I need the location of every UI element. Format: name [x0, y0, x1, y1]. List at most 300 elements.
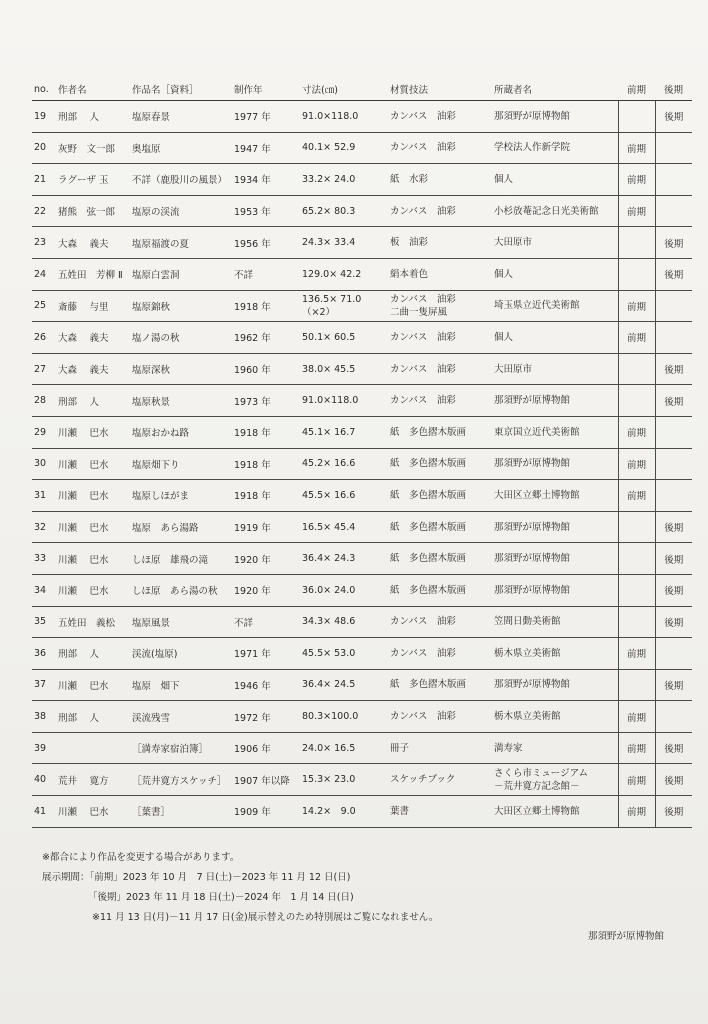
- cell-medium-line: カンバス 油彩: [390, 616, 456, 628]
- cell-year: 1977 年: [232, 101, 300, 133]
- cell-title: 塩原の渓流: [130, 195, 232, 227]
- cell-owner: [492, 480, 618, 512]
- cell-owner-line: 那須野が原博物館: [494, 521, 571, 533]
- cell-medium: [388, 638, 492, 670]
- cell-no: 31: [32, 480, 56, 512]
- cell-first-period: 前期: [618, 164, 655, 196]
- cell-artist: 刑部 人: [56, 701, 130, 733]
- cell-no: 22: [32, 195, 56, 227]
- cell-year: 1918 年: [232, 416, 300, 448]
- cell-artist: 猪熊 弦一郎: [56, 195, 130, 227]
- table-row: [32, 227, 692, 259]
- cell-first-period: 前期: [618, 638, 655, 670]
- cell-first-period: [618, 543, 655, 575]
- period-first: 「前期」2023 年 10 月 7 日(土)－2023 年 11 月 12 日(日): [89, 872, 351, 883]
- cell-medium-line: 紙 水彩: [390, 173, 429, 185]
- cell-title: 塩原秋景: [130, 385, 232, 417]
- cell-size: [300, 322, 388, 354]
- table-row: [32, 132, 692, 164]
- cell-owner-line: 那須野が原博物館: [494, 458, 571, 470]
- cell-year: 1934 年: [232, 164, 300, 196]
- cell-size-line: 129.0× 42.2: [302, 268, 362, 280]
- cell-first-period: 前期: [618, 195, 655, 227]
- cell-owner: [492, 227, 618, 259]
- cell-size-line: 136.5× 71.0: [302, 293, 362, 305]
- cell-owner-line: 東京国立近代美術館: [494, 426, 580, 438]
- cell-year: 1946 年: [232, 669, 300, 701]
- cell-artist: 大森 義夫: [56, 227, 130, 259]
- cell-size: [300, 543, 388, 575]
- cell-no: 32: [32, 511, 56, 543]
- closed-note: ※11 月 13 日(月)－11 月 17 日(金)展示替えのため特別展はご覧になれません。: [92, 912, 439, 923]
- cell-second-period: [655, 132, 692, 164]
- cell-title: ［満寿家宿泊簿］: [130, 732, 232, 764]
- cell-medium: [388, 543, 492, 575]
- cell-title: 塩ノ湯の秋: [130, 322, 232, 354]
- cell-medium: [388, 290, 492, 322]
- cell-size-line: 65.2× 80.3: [302, 205, 356, 217]
- cell-owner: [492, 764, 618, 796]
- cell-size-line: 91.0×118.0: [302, 395, 359, 407]
- cell-title: 渓流(塩原): [130, 638, 232, 670]
- cell-medium-line: 板 油彩: [390, 237, 429, 249]
- cell-owner: [492, 574, 618, 606]
- cell-artist: 川瀬 巴水: [56, 796, 130, 828]
- cell-medium: [388, 732, 492, 764]
- cell-owner-line: 笠間日動美術館: [494, 616, 561, 628]
- cell-second-period: [655, 638, 692, 670]
- cell-artist: 五姓田 義松: [56, 606, 130, 638]
- cell-size-line: 14.2× 9.0: [302, 805, 356, 817]
- cell-second-period: [655, 480, 692, 512]
- cell-second-period: 後期: [655, 606, 692, 638]
- cell-medium-line: 二曲一隻屏風: [390, 306, 448, 318]
- cell-second-period: [655, 164, 692, 196]
- cell-second-period: [655, 290, 692, 322]
- cell-no: 38: [32, 701, 56, 733]
- cell-medium-line: 紙 多色摺木版画: [390, 584, 467, 596]
- cell-size-line: 45.5× 53.0: [302, 647, 356, 659]
- cell-second-period: 後期: [655, 353, 692, 385]
- cell-no: 25: [32, 290, 56, 322]
- cell-artist: 荒井 寛方: [56, 764, 130, 796]
- cell-no: 35: [32, 606, 56, 638]
- cell-size: [300, 480, 388, 512]
- cell-artist: 川瀬 巴水: [56, 416, 130, 448]
- cell-second-period: 後期: [655, 764, 692, 796]
- cell-title: 塩原しほがま: [130, 480, 232, 512]
- header-first-period: 前期: [618, 78, 655, 101]
- cell-medium-line: カンバス 油彩: [390, 711, 456, 723]
- cell-owner: [492, 132, 618, 164]
- cell-owner-line: 小杉放菴記念日光美術館: [494, 205, 599, 217]
- table-row: [32, 416, 692, 448]
- header-owner: 所蔵者名: [492, 78, 618, 101]
- cell-no: 39: [32, 732, 56, 764]
- header-medium: 材質技法: [388, 78, 492, 101]
- cell-medium-line: スケッチブック: [390, 774, 456, 786]
- cell-medium: [388, 416, 492, 448]
- cell-owner: [492, 353, 618, 385]
- cell-medium-line: カンバス 油彩: [390, 395, 456, 407]
- cell-size: [300, 732, 388, 764]
- cell-medium: [388, 764, 492, 796]
- cell-owner: [492, 732, 618, 764]
- cell-owner: [492, 543, 618, 575]
- cell-owner-line: 埼玉県立近代美術館: [494, 300, 580, 312]
- table-row: [32, 638, 692, 670]
- cell-medium: [388, 164, 492, 196]
- cell-owner: [492, 195, 618, 227]
- cell-size-line: 16.5× 45.4: [302, 521, 356, 533]
- cell-year: 1962 年: [232, 322, 300, 354]
- table-row: [32, 701, 692, 733]
- cell-title: 渓流残雪: [130, 701, 232, 733]
- cell-artist: 川瀬 巴水: [56, 448, 130, 480]
- cell-size-line: （×2）: [302, 306, 336, 318]
- table-body: [32, 101, 692, 828]
- cell-year: 1907 年以降: [232, 764, 300, 796]
- cell-owner-line: 個人: [494, 331, 514, 343]
- cell-size: [300, 606, 388, 638]
- cell-year: 1960 年: [232, 353, 300, 385]
- cell-medium: [388, 322, 492, 354]
- cell-medium: [388, 385, 492, 417]
- cell-no: 29: [32, 416, 56, 448]
- cell-owner: [492, 511, 618, 543]
- cell-size: [300, 164, 388, 196]
- cell-title: 不詳（鹿股川の風景）: [130, 164, 232, 196]
- period-second: 「後期」2023 年 11 月 18 日(土)－2024 年 1 月 14 日(日): [88, 892, 354, 903]
- cell-medium-line: 紙 多色摺木版画: [390, 553, 467, 565]
- cell-no: 27: [32, 353, 56, 385]
- cell-artist: 川瀬 巴水: [56, 669, 130, 701]
- cell-artist: 斎藤 与里: [56, 290, 130, 322]
- cell-first-period: 前期: [618, 290, 655, 322]
- cell-first-period: 前期: [618, 796, 655, 828]
- cell-no: 33: [32, 543, 56, 575]
- cell-medium: [388, 511, 492, 543]
- cell-owner-line: 那須野が原博物館: [494, 584, 571, 596]
- cell-year: 1973 年: [232, 385, 300, 417]
- table-header-row: [32, 78, 692, 101]
- cell-year: 1972 年: [232, 701, 300, 733]
- cell-title: 塩原風景: [130, 606, 232, 638]
- cell-owner-line: 個人: [494, 173, 514, 185]
- cell-artist: 大森 義夫: [56, 322, 130, 354]
- cell-first-period: 前期: [618, 448, 655, 480]
- cell-owner-line: 大田原市: [494, 237, 533, 249]
- cell-size-line: 34.3× 48.6: [302, 616, 356, 628]
- table-row: [32, 543, 692, 575]
- cell-size: [300, 101, 388, 133]
- cell-owner: [492, 385, 618, 417]
- table-row: [32, 480, 692, 512]
- table-row: [32, 669, 692, 701]
- cell-title: 塩原福渡の夏: [130, 227, 232, 259]
- cell-first-period: [618, 606, 655, 638]
- cell-title: ［荒井寛方スケッチ］: [130, 764, 232, 796]
- cell-second-period: [655, 701, 692, 733]
- cell-artist: 川瀬 巴水: [56, 543, 130, 575]
- header-size: 寸法(㎝): [300, 78, 388, 101]
- cell-owner: [492, 416, 618, 448]
- cell-owner-line: 大田区立郷土博物館: [494, 805, 580, 817]
- cell-medium: [388, 796, 492, 828]
- cell-year: 1953 年: [232, 195, 300, 227]
- cell-medium-line: カンバス 油彩: [390, 647, 456, 659]
- cell-size: [300, 448, 388, 480]
- cell-year: 不詳: [232, 606, 300, 638]
- cell-owner: [492, 258, 618, 290]
- cell-medium: [388, 132, 492, 164]
- table-row: [32, 322, 692, 354]
- cell-title: 塩原 畑下: [130, 669, 232, 701]
- table-row: [32, 101, 692, 133]
- cell-owner-line: さくら市ミュージアム: [494, 767, 588, 779]
- cell-size-line: 33.2× 24.0: [302, 173, 356, 185]
- period-label: 展示期間：: [42, 872, 90, 883]
- works-table: [32, 78, 692, 828]
- cell-title: 塩原 あら湯路: [130, 511, 232, 543]
- cell-medium-line: 紙 多色摺木版画: [390, 426, 467, 438]
- table-row: [32, 511, 692, 543]
- cell-second-period: 後期: [655, 511, 692, 543]
- cell-owner: [492, 701, 618, 733]
- cell-second-period: [655, 195, 692, 227]
- cell-medium-line: カンバス 油彩: [390, 205, 456, 217]
- cell-artist: 刑部 人: [56, 101, 130, 133]
- cell-title: 塩原春景: [130, 101, 232, 133]
- cell-medium-line: カンバス 油彩: [390, 110, 456, 122]
- cell-first-period: 前期: [618, 480, 655, 512]
- cell-no: 19: [32, 101, 56, 133]
- cell-owner: [492, 796, 618, 828]
- cell-no: 36: [32, 638, 56, 670]
- cell-year: 1971 年: [232, 638, 300, 670]
- cell-size: [300, 511, 388, 543]
- header-no: no.: [32, 78, 56, 101]
- cell-first-period: 前期: [618, 732, 655, 764]
- cell-title: しほ原 あら湯の秋: [130, 574, 232, 606]
- cell-year: 不詳: [232, 258, 300, 290]
- cell-no: 23: [32, 227, 56, 259]
- cell-medium: [388, 701, 492, 733]
- cell-artist: 川瀬 巴水: [56, 480, 130, 512]
- cell-second-period: [655, 448, 692, 480]
- cell-size-line: 24.3× 33.4: [302, 237, 356, 249]
- cell-owner: [492, 448, 618, 480]
- cell-no: 34: [32, 574, 56, 606]
- cell-first-period: [618, 669, 655, 701]
- cell-size-line: 50.1× 60.5: [302, 331, 356, 343]
- cell-no: 40: [32, 764, 56, 796]
- cell-owner: [492, 290, 618, 322]
- cell-size: [300, 764, 388, 796]
- cell-size: [300, 195, 388, 227]
- cell-artist: 大森 義夫: [56, 353, 130, 385]
- cell-second-period: [655, 322, 692, 354]
- cell-size: [300, 227, 388, 259]
- cell-owner-line: 栃木県立美術館: [494, 711, 561, 723]
- cell-size-line: 45.2× 16.6: [302, 458, 356, 470]
- cell-first-period: 前期: [618, 764, 655, 796]
- cell-title: 塩原畑下り: [130, 448, 232, 480]
- cell-medium-line: カンバス 油彩: [390, 293, 456, 305]
- cell-no: 30: [32, 448, 56, 480]
- cell-title: 塩原錦秋: [130, 290, 232, 322]
- cell-artist: 五姓田 芳柳 Ⅱ: [56, 258, 130, 290]
- cell-medium: [388, 195, 492, 227]
- cell-second-period: 後期: [655, 101, 692, 133]
- cell-medium: [388, 258, 492, 290]
- cell-size-line: 40.1× 52.9: [302, 142, 356, 154]
- cell-medium-line: カンバス 油彩: [390, 142, 456, 154]
- cell-year: 1920 年: [232, 574, 300, 606]
- cell-no: 37: [32, 669, 56, 701]
- cell-second-period: 後期: [655, 258, 692, 290]
- table-row: [32, 164, 692, 196]
- table-row: [32, 385, 692, 417]
- cell-second-period: 後期: [655, 574, 692, 606]
- table-row: [32, 353, 692, 385]
- table-row: [32, 764, 692, 796]
- cell-owner: [492, 638, 618, 670]
- cell-second-period: 後期: [655, 227, 692, 259]
- cell-size-line: 45.5× 16.6: [302, 489, 356, 501]
- cell-second-period: [655, 416, 692, 448]
- cell-size-line: 24.0× 16.5: [302, 742, 356, 754]
- cell-title: 塩原白雲洞: [130, 258, 232, 290]
- cell-size: [300, 701, 388, 733]
- cell-owner-line: 那須野が原博物館: [494, 395, 571, 407]
- cell-medium: [388, 480, 492, 512]
- cell-no: 20: [32, 132, 56, 164]
- cell-size-line: 36.4× 24.3: [302, 553, 356, 565]
- cell-owner-line: 那須野が原博物館: [494, 110, 571, 122]
- header-artist: 作者名: [56, 78, 130, 101]
- cell-medium-line: カンバス 油彩: [390, 331, 456, 343]
- cell-no: 24: [32, 258, 56, 290]
- cell-owner: [492, 322, 618, 354]
- table-row: [32, 448, 692, 480]
- cell-no: 28: [32, 385, 56, 417]
- cell-year: 1920 年: [232, 543, 300, 575]
- cell-medium-line: 紙 多色摺木版画: [390, 458, 467, 470]
- cell-medium: [388, 101, 492, 133]
- cell-artist: 川瀬 巴水: [56, 574, 130, 606]
- cell-year: 1918 年: [232, 448, 300, 480]
- cell-owner-line: －荒井寛方記念館－: [494, 780, 580, 792]
- cell-medium-line: 冊子: [390, 742, 410, 754]
- cell-year: 1947 年: [232, 132, 300, 164]
- period-first-line: [42, 868, 438, 888]
- cell-year: 1906 年: [232, 732, 300, 764]
- notes-section: [42, 848, 438, 928]
- cell-size-line: 45.1× 16.7: [302, 426, 356, 438]
- cell-size: [300, 796, 388, 828]
- cell-owner: [492, 606, 618, 638]
- cell-medium: [388, 669, 492, 701]
- cell-medium-line: 紙 多色摺木版画: [390, 521, 467, 533]
- cell-first-period: [618, 511, 655, 543]
- header-year: 制作年: [232, 78, 300, 101]
- cell-title: 塩原深秋: [130, 353, 232, 385]
- cell-owner: [492, 101, 618, 133]
- header-second-period: 後期: [655, 78, 692, 101]
- change-note: ※都合により作品を変更する場合があります。: [42, 852, 240, 863]
- cell-owner-line: 大田区立郷土博物館: [494, 489, 580, 501]
- cell-size-line: 15.3× 23.0: [302, 774, 356, 786]
- cell-medium: [388, 227, 492, 259]
- cell-no: 26: [32, 322, 56, 354]
- cell-owner-line: 那須野が原博物館: [494, 553, 571, 565]
- cell-year: 1909 年: [232, 796, 300, 828]
- cell-medium-line: 紙 多色摺木版画: [390, 679, 467, 691]
- cell-size: [300, 416, 388, 448]
- cell-artist: ラグーザ 玉: [56, 164, 130, 196]
- cell-size-line: 91.0×118.0: [302, 110, 359, 122]
- table-row: [32, 574, 692, 606]
- table-row: [32, 195, 692, 227]
- cell-first-period: 前期: [618, 322, 655, 354]
- cell-first-period: 前期: [618, 132, 655, 164]
- cell-medium-line: カンバス 油彩: [390, 363, 456, 375]
- cell-first-period: [618, 101, 655, 133]
- cell-second-period: 後期: [655, 796, 692, 828]
- cell-no: 21: [32, 164, 56, 196]
- cell-size: [300, 258, 388, 290]
- table-row: [32, 290, 692, 322]
- cell-year: 1918 年: [232, 480, 300, 512]
- cell-medium: [388, 606, 492, 638]
- cell-size: [300, 132, 388, 164]
- cell-medium-line: 紙 多色摺木版画: [390, 489, 467, 501]
- cell-year: 1919 年: [232, 511, 300, 543]
- cell-owner-line: 満寿家: [494, 742, 523, 754]
- cell-first-period: [618, 227, 655, 259]
- cell-title: 塩原おかね路: [130, 416, 232, 448]
- cell-second-period: 後期: [655, 732, 692, 764]
- cell-medium: [388, 448, 492, 480]
- cell-artist: 刑部 人: [56, 638, 130, 670]
- cell-size-line: 36.0× 24.0: [302, 584, 356, 596]
- table-row: [32, 732, 692, 764]
- cell-second-period: 後期: [655, 543, 692, 575]
- cell-owner: [492, 164, 618, 196]
- cell-owner-line: 大田原市: [494, 363, 533, 375]
- cell-size-line: 38.0× 45.5: [302, 363, 356, 375]
- table-row: [32, 258, 692, 290]
- cell-artist: 灰野 文一郎: [56, 132, 130, 164]
- cell-medium-line: 葉書: [390, 805, 410, 817]
- cell-size: [300, 385, 388, 417]
- cell-first-period: [618, 385, 655, 417]
- cell-first-period: [618, 258, 655, 290]
- cell-first-period: [618, 574, 655, 606]
- table-row: [32, 796, 692, 828]
- cell-first-period: 前期: [618, 701, 655, 733]
- cell-title: ［葉書］: [130, 796, 232, 828]
- cell-owner-line: 個人: [494, 268, 514, 280]
- cell-owner: [492, 669, 618, 701]
- cell-owner-line: 学校法人作新学院: [494, 142, 571, 154]
- cell-artist: 川瀬 巴水: [56, 511, 130, 543]
- cell-year: 1918 年: [232, 290, 300, 322]
- cell-size: [300, 353, 388, 385]
- cell-artist: [56, 732, 130, 764]
- cell-second-period: 後期: [655, 669, 692, 701]
